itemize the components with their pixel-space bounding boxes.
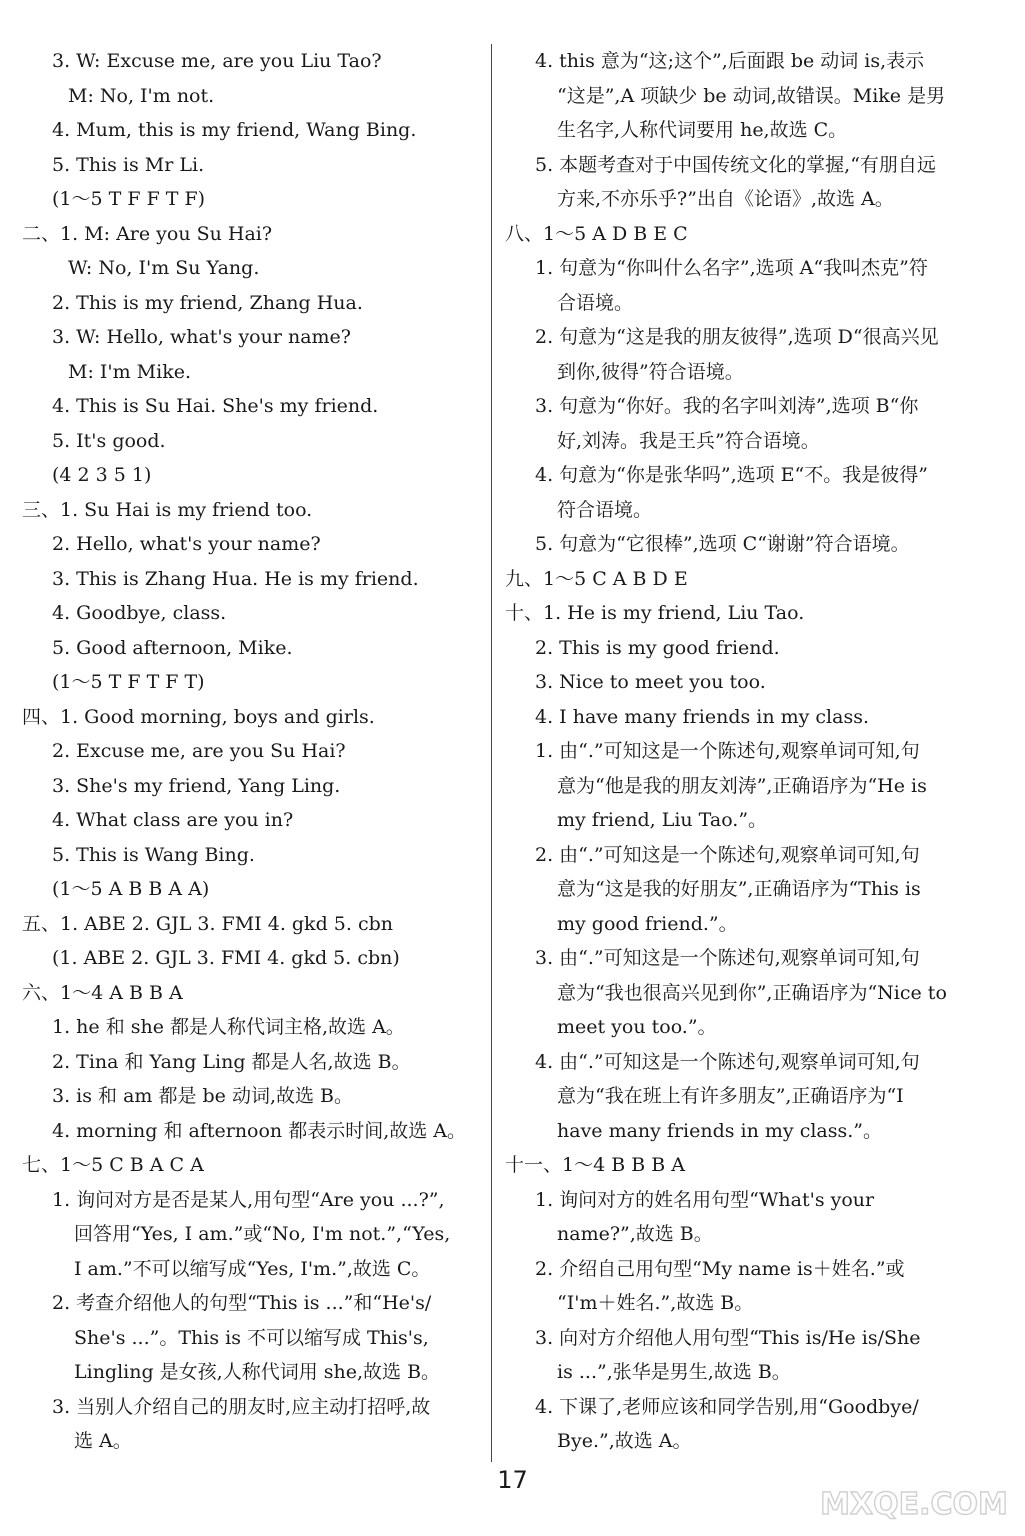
right-para-continuation: 意为“我也很高兴见到你”,正确语序为“Nice to: [557, 981, 947, 1004]
right-para-continuation: 合语境。: [557, 291, 634, 314]
watermark-logo: [819, 1444, 1009, 1530]
left-line: 5. Good afternoon, Mike.: [52, 636, 293, 659]
left-line: 4. What class are you in?: [52, 809, 294, 831]
left-para-line: 3. 当别人介绍自己的朋友时,应主动打招呼,故: [52, 1395, 431, 1418]
left-line: 二、1. M: Are you Su Hai?: [22, 222, 273, 245]
left-para-line: 1. 询问对方是否是某人,用句型“Are you ...?”,: [52, 1188, 445, 1211]
left-para-continuation: 选 A。: [74, 1430, 132, 1452]
right-para-continuation: my friend, Liu Tao.”。: [557, 809, 768, 831]
left-line: 三、1. Su Hai is my friend too.: [22, 498, 313, 521]
right-para-continuation: Bye.”,故选 A。: [557, 1430, 692, 1452]
left-line: 5. It's good.: [52, 429, 166, 452]
left-para-continuation: She's ...”。This is 不可以缩写成 This's,: [74, 1326, 429, 1349]
left-column: [22, 44, 492, 1459]
left-line: 2. This is my friend, Zhang Hua.: [52, 291, 363, 314]
right-para-continuation: 生名字,人称代词要用 he,故选 C。: [557, 119, 848, 141]
right-para-line: 4. 由“.”可知这是一个陈述句,观察单词可知,句: [535, 1050, 920, 1073]
right-para-continuation: have many friends in my class.”。: [557, 1119, 883, 1142]
right-para-line: 5. 句意为“它很棒”,选项 C“谢谢”符合语境。: [535, 533, 910, 555]
left-line: 3. is 和 am 都是 be 动词,故选 B。: [52, 1085, 353, 1107]
right-para-continuation: is ...”,张华是男生,故选 B。: [557, 1361, 791, 1383]
right-para-line: 4. I have many friends in my class.: [535, 705, 870, 728]
left-line: 4. This is Su Hai. She's my friend.: [52, 395, 379, 417]
left-line: 5. This is Mr Li.: [52, 153, 205, 176]
right-para-line: 1. 询问对方的姓名用句型“What's your: [535, 1188, 875, 1211]
right-para-line: 4. 下课了,老师应该和同学告别,用“Goodbye/: [535, 1395, 919, 1418]
section-heading: 九、1～5 C A B D E: [505, 567, 688, 590]
right-para-line: 3. 句意为“你好。我的名字叫刘涛”,选项 B“你: [535, 395, 919, 417]
right-column: [505, 44, 983, 1459]
left-line: 3. W: Excuse me, are you Liu Tao?: [52, 50, 382, 72]
right-para-line: 4. this 意为“这;这个”,后面跟 be 动词 is,表示: [535, 50, 925, 72]
right-para-line: 2. 由“.”可知这是一个陈述句,观察单词可知,句: [535, 843, 920, 866]
left-para-continuation: 回答用“Yes, I am.”或“No, I'm not.”,“Yes,: [74, 1223, 451, 1245]
left-para-continuation: I am.”不可以缩写成“Yes, I'm.”,故选 C。: [74, 1257, 431, 1280]
right-para-line: 3. 向对方介绍他人用句型“This is/He is/She: [535, 1326, 921, 1349]
page-number: 17: [497, 1466, 528, 1494]
left-line: 3. This is Zhang Hua. He is my friend.: [52, 567, 419, 590]
right-para-continuation: meet you too.”。: [557, 1016, 717, 1038]
left-line: 六、1～4 A B B A: [22, 981, 183, 1004]
right-para-line: 2. This is my good friend.: [535, 636, 780, 659]
left-line: 4. morning 和 afternoon 都表示时间,故选 A。: [52, 1119, 467, 1142]
left-line: 4. Goodbye, class.: [52, 602, 227, 624]
left-line: (1. ABE 2. GJL 3. FMI 4. gkd 5. cbn): [52, 947, 400, 969]
right-para-line: 1. 句意为“你叫什么名字”,选项 A“我叫杰克”符: [535, 257, 928, 279]
column-divider: [491, 44, 492, 1462]
left-para-line: 2. 考查介绍他人的句型“This is ...”和“He's/: [52, 1292, 432, 1314]
left-line: (1～5 A B B A A): [52, 878, 210, 900]
left-line: 4. Mum, this is my friend, Wang Bing.: [52, 119, 417, 141]
right-para-line: 5. 本题考查对于中国传统文化的掌握,“有朋自远: [535, 153, 936, 176]
right-para-continuation: 方来,不亦乐乎?”出自《论语》,故选 A。: [557, 188, 894, 210]
left-line: 3. W: Hello, what's your name?: [52, 326, 351, 348]
right-para-continuation: “I'm＋姓名.”,故选 B。: [557, 1292, 754, 1314]
left-line: 五、1. ABE 2. GJL 3. FMI 4. gkd 5. cbn: [22, 912, 393, 935]
right-para-continuation: name?”,故选 B。: [557, 1223, 713, 1245]
left-line: 3. She's my friend, Yang Ling.: [52, 774, 341, 797]
left-line: M: No, I'm not.: [68, 84, 215, 107]
left-line: 七、1～5 C B A C A: [22, 1154, 204, 1176]
left-line: 四、1. Good morning, boys and girls.: [22, 705, 375, 728]
right-para-line: 1. 由“.”可知这是一个陈述句,观察单词可知,句: [535, 740, 920, 762]
left-para-continuation: Lingling 是女孩,人称代词用 she,故选 B。: [74, 1361, 441, 1383]
right-para-line: 2. 句意为“这是我的朋友彼得”,选项 D“很高兴见: [535, 326, 939, 348]
right-para-continuation: 好,刘涛。我是王兵”符合语境。: [557, 429, 820, 452]
right-para-continuation: 意为“我在班上有许多朋友”,正确语序为“I: [557, 1085, 904, 1107]
right-para-line: 3. Nice to meet you too.: [535, 671, 766, 693]
right-para-continuation: 意为“这是我的好朋友”,正确语序为“This is: [557, 878, 921, 900]
section-heading: 八、1～5 A D B E C: [505, 222, 688, 245]
left-line: M: I'm Mike.: [68, 360, 192, 383]
left-line: 2. Tina 和 Yang Ling 都是人名,故选 B。: [52, 1050, 411, 1073]
left-line: W: No, I'm Su Yang.: [68, 257, 260, 279]
right-para-continuation: “这是”,A 项缺少 be 动词,故错误。Mike 是男: [557, 84, 946, 107]
right-para-continuation: 意为“他是我的朋友刘涛”,正确语序为“He is: [557, 774, 927, 797]
right-para-continuation: 到你,彼得”符合语境。: [557, 360, 744, 383]
left-line: 1. he 和 she 都是人称代词主格,故选 A。: [52, 1016, 405, 1038]
right-para-continuation: 符合语境。: [557, 498, 653, 521]
watermark-text: MXQE.COM: [820, 1487, 1008, 1522]
section-heading: 十一、1～4 B B B A: [505, 1154, 685, 1176]
left-line: (1～5 T F T F T): [52, 671, 205, 693]
right-para-continuation: my good friend.”。: [557, 912, 738, 935]
left-line: 2. Excuse me, are you Su Hai?: [52, 740, 346, 762]
section-heading: 十、1. He is my friend, Liu Tao.: [505, 602, 805, 624]
left-line: 5. This is Wang Bing.: [52, 843, 255, 866]
right-para-line: 4. 句意为“你是张华吗”,选项 E“不。我是彼得”: [535, 464, 928, 486]
right-para-line: 3. 由“.”可知这是一个陈述句,观察单词可知,句: [535, 947, 920, 969]
right-para-line: 2. 介绍自己用句型“My name is＋姓名.”或: [535, 1257, 905, 1280]
left-line: (1～5 T F F T F): [52, 188, 206, 210]
left-line: (4 2 3 5 1): [52, 464, 152, 486]
left-line: 2. Hello, what's your name?: [52, 533, 321, 555]
